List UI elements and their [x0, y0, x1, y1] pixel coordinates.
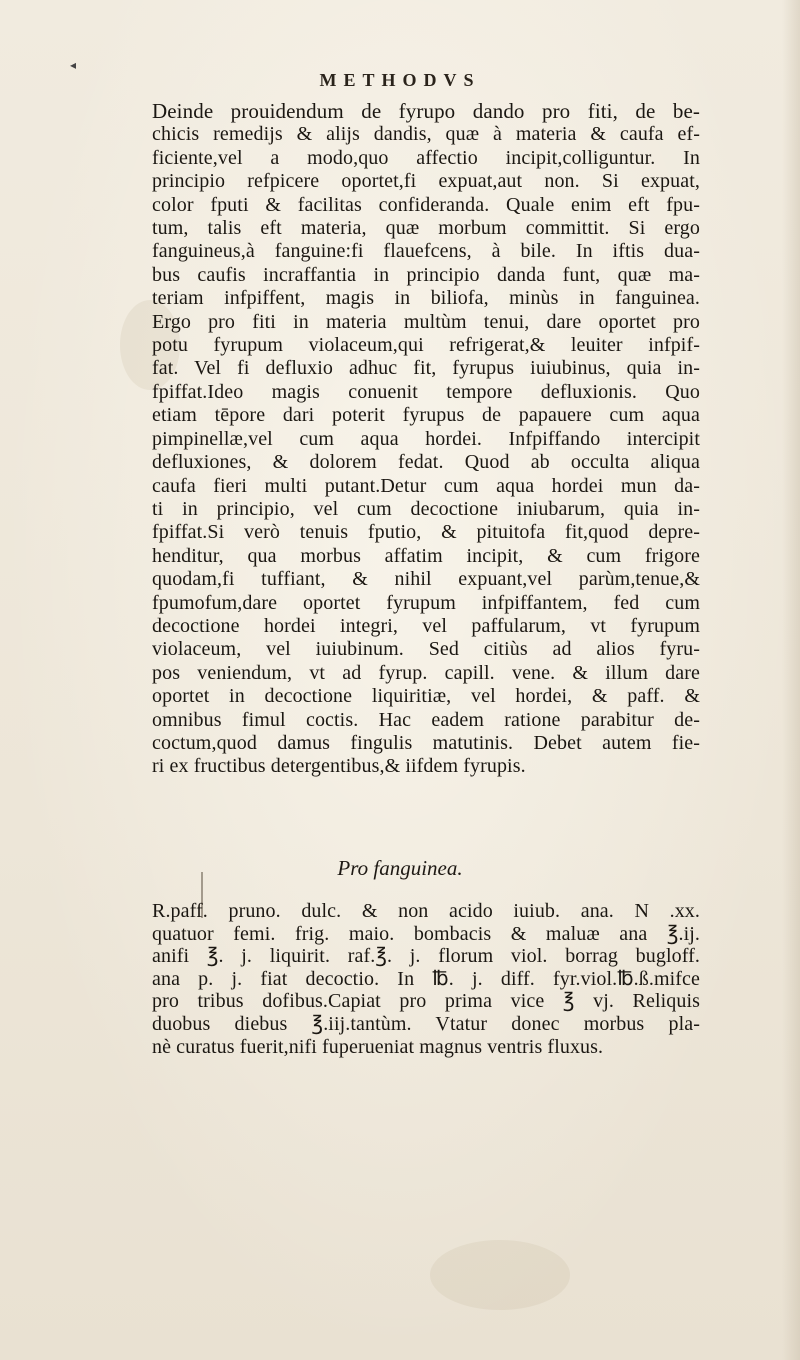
corner-mark: ◂	[70, 58, 77, 72]
text-line: decoctione hordei integri, vel paffularum, vt fyrupum	[152, 614, 700, 637]
text-line: Deinde prouidendum de fyrupo dando pro fiti, de be-	[152, 99, 700, 123]
text-line: caufa fieri multi putant.Detur cum aqua hordei mun da-	[152, 474, 700, 497]
text-line: potu fyrupum violaceum,qui refrigerat,& leuiter infpif-	[152, 334, 700, 357]
text-line: teriam infpiffent, magis in biliofa, minùs in fanguinea.	[152, 287, 700, 310]
text-line: fpiffat.Si verò tenuis fputio, & pituitofa fit,quod depre-	[152, 521, 700, 544]
running-head: METHODVS	[319, 70, 481, 90]
text-line: henditur, qua morbus affatim incipit, & cum frigore	[152, 544, 700, 567]
text-line: fpiffat.Ideo magis conuenit tempore defluxionis. Quo	[152, 380, 700, 403]
text-line: fpumofum,dare oportet fyrupum infpiffantem, fed cum	[152, 591, 700, 614]
text-line: pos veniendum, vt ad fyrup. capill. vene. & illum dare	[152, 661, 700, 684]
text-line: Ergo pro fiti in materia multùm tenui, dare oportet pro	[152, 310, 700, 333]
text-line: bus caufis incraffantia in principio danda funt, quæ ma-	[152, 263, 700, 286]
text-line: coctum,quod damus fingulis matutinis. Debet autem fie-	[152, 731, 700, 754]
text-line: fanguineus,à fanguine:fi flauefcens, à bile. In iftis dua-	[152, 240, 700, 263]
text-line: omnibus fimul coctis. Hac eadem ratione parabitur de-	[152, 708, 700, 731]
text-line: etiam tēpore dari poterit fyrupus de papauere cum aqua	[152, 404, 700, 427]
text-line: defluxiones, & dolorem fedat. Quod ab occulta aliqua	[152, 451, 700, 474]
main-paragraph	[152, 100, 700, 779]
section-heading: Pro fanguinea.	[337, 856, 463, 880]
text-line: oportet in decoctione liquiritiæ, vel hordei, & paff. &	[152, 685, 700, 708]
text-line: nè curatus fuerit,nifi fuperueniat magnus ventris fluxus.	[152, 1035, 604, 1058]
text-line: principio refpicere oportet,fi expuat,aut non. Si expuat,	[152, 170, 700, 193]
text-line: ti in principio, vel cum decoctione iniubarum, quia in-	[152, 497, 700, 520]
page-fold-shadow	[782, 0, 800, 1360]
recipe-paragraph	[152, 900, 700, 1058]
text-line: chicis remedijs & alijs dandis, quæ à materia & caufa ef-	[152, 123, 700, 146]
text-line: violaceum, vel iuiubinum. Sed citiùs ad alios fyru-	[152, 638, 700, 661]
text-line: ficiente,vel a modo,quo affectio incipit,colliguntur. In	[152, 146, 700, 169]
text-line: ri ex fructibus detergentibus,& iifdem fyrupis.	[152, 755, 526, 778]
text-line: quatuor femi. frig. maio. bombacis & maluæ ana ℥.ij.	[152, 922, 700, 945]
text-line: color fputi & facilitas confideranda. Quale enim eft fpu-	[152, 193, 700, 216]
text-line: R.paff. pruno. dulc. & non acido iuiub. ana. N .xx.	[152, 900, 700, 922]
text-line: quodam,fi tuffiant, & nihil expuant,vel parùm,tenue,&	[152, 568, 700, 591]
text-line: pro tribus dofibus.Capiat pro prima vice ℥ vj. Reliquis	[152, 990, 700, 1013]
text-line: fat. Vel fi defluxio adhuc fit, fyrupus iuiubinus, quia in-	[152, 357, 700, 380]
text-line: anifi ℥. j. liquirit. raf.℥. j. florum viol. borrag bugloff.	[152, 945, 700, 968]
text-line: tum, talis eft materia, quæ morbum committit. Si ergo	[152, 217, 700, 240]
text-line: ana p. j. fiat decoctio. In ℔. j. diff. fyr.viol.℔.ß.mifce	[152, 967, 700, 990]
text-line: pimpinellæ,vel cum aqua hordei. Infpiffando intercipit	[152, 427, 700, 450]
text-line: duobus diebus ℥.iij.tantùm. Vtatur donec morbus pla-	[152, 1012, 700, 1035]
paper-stain	[430, 1240, 570, 1310]
